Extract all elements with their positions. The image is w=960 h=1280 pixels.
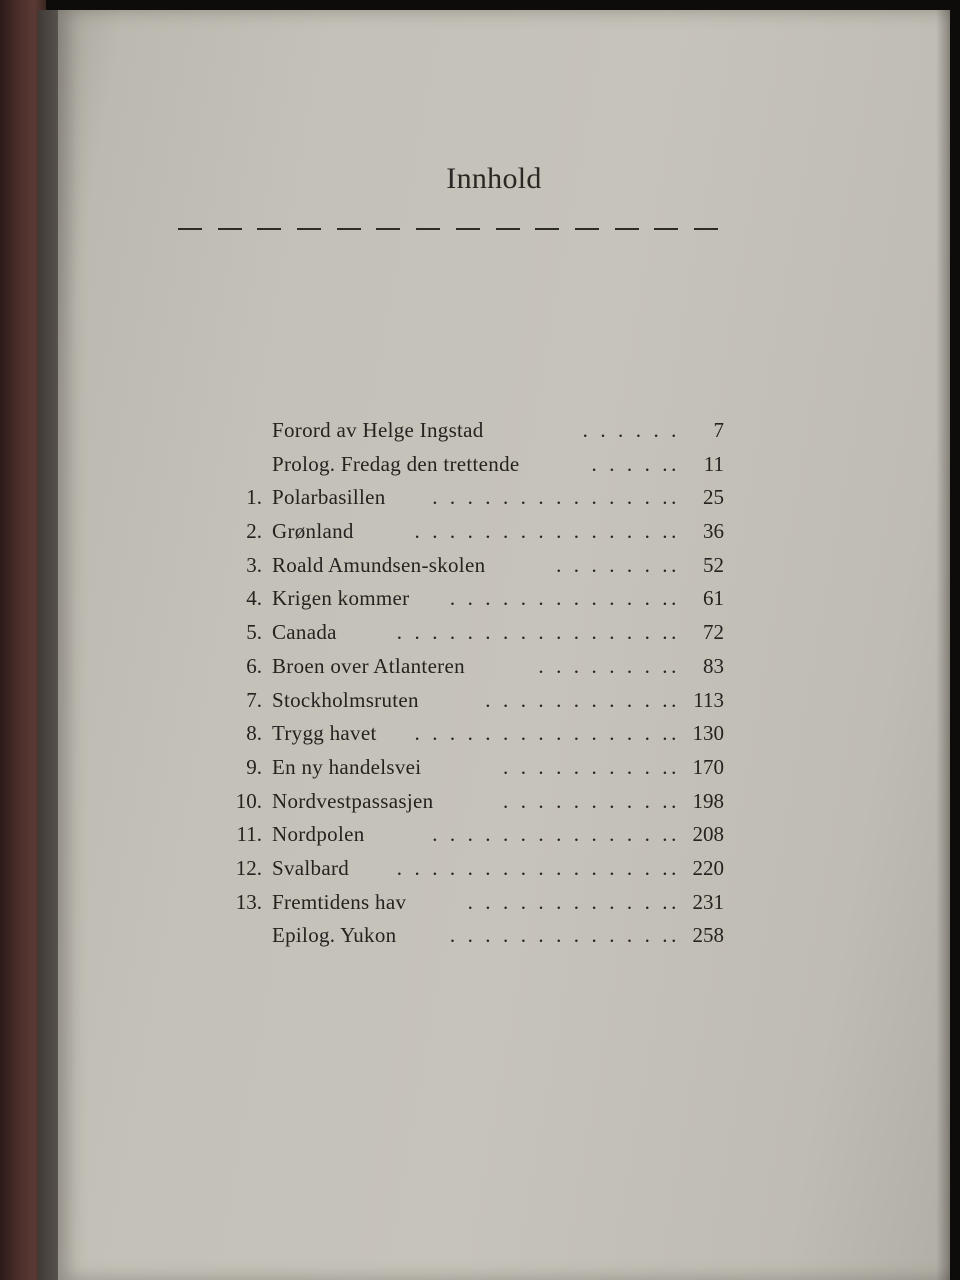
dot-leader: . . . . . . ..: [556, 552, 680, 577]
toc-entry: [228, 515, 748, 549]
entry-page: 83: [703, 653, 724, 678]
entry-page: 72: [703, 620, 724, 645]
toc-entry: [228, 818, 748, 852]
toc-entry: [228, 785, 748, 819]
dot-leader: . . . . . . . . . . . . ..: [449, 586, 680, 611]
toc-entry: [228, 582, 748, 616]
entry-title: Prolog. Fredag den trettende: [272, 451, 520, 476]
entry-page: 36: [703, 519, 724, 544]
table-of-contents: [228, 414, 748, 953]
dot-leader: . . . . ..: [591, 451, 680, 476]
entry-title: Nordvestpassasjen: [272, 788, 434, 813]
dot-leader: . . . . . . . . . . . . . ..: [432, 822, 680, 847]
entry-page: 231: [692, 889, 724, 914]
entry-number: 2.: [246, 519, 262, 544]
entry-page: 7: [713, 418, 724, 442]
entry-title: Roald Amundsen-skolen: [272, 552, 486, 577]
entry-page: 220: [692, 855, 724, 880]
entry-title: Grønland: [272, 519, 354, 544]
dot-leader: . . . . . . . . . ..: [503, 754, 680, 779]
entry-title: Broen over Atlanteren: [272, 653, 465, 678]
entry-title: Svalbard: [272, 855, 350, 880]
toc-entry: [228, 650, 748, 684]
entry-number: 3.: [246, 552, 262, 577]
entry-page: 208: [692, 822, 724, 847]
toc-entry: [228, 414, 748, 448]
entry-title: Canada: [272, 620, 337, 645]
dot-leader: . . . . . . . ..: [538, 653, 680, 678]
entry-page: 198: [692, 788, 724, 813]
dot-leader: . . . . . . . . . . . . . . ..: [414, 721, 680, 746]
toc-entry: [228, 717, 748, 751]
entry-number: 4.: [246, 586, 262, 611]
toc-entry: [228, 919, 748, 953]
page-shadow: [936, 10, 950, 1280]
entry-page: 130: [692, 721, 724, 746]
dot-leader: . . . . . . . . . . ..: [485, 687, 680, 712]
toc-entry: [228, 448, 748, 482]
entry-number: 8.: [246, 721, 262, 746]
entry-number: 13.: [235, 889, 262, 914]
entry-number: 6.: [246, 653, 262, 678]
dot-leader: . . . . . . . . . . . . . ..: [432, 485, 680, 510]
entry-title: Polarbasillen: [272, 485, 386, 510]
entry-number: 5.: [246, 620, 262, 645]
toc-entry: [228, 684, 748, 718]
toc-entry: [228, 852, 748, 886]
toc-entry: [228, 616, 748, 650]
dot-leader: . . . . . . . . . . . . . . . ..: [396, 855, 680, 880]
entry-page: 113: [693, 687, 724, 712]
dot-leader: . . . . . . . . . . . ..: [467, 889, 680, 914]
dot-leader: . . . . . . . . . ..: [503, 788, 680, 813]
toc-entry: [228, 481, 748, 515]
entry-title: Trygg havet: [272, 721, 377, 746]
entry-page: 258: [692, 923, 724, 948]
entry-title: Stockholmsruten: [272, 687, 419, 712]
entry-page: 52: [703, 552, 724, 577]
entry-page: 11: [703, 451, 724, 476]
entry-page: 61: [703, 586, 724, 611]
dot-leader: . . . . . . . . . . . . . . . ..: [396, 620, 680, 645]
dashed-rule: [178, 223, 718, 235]
dot-leader: . . . . . . . . . . . . . . ..: [414, 519, 680, 544]
toc-entry: [228, 751, 748, 785]
toc-entry: [228, 886, 748, 920]
page-title: Innhold: [446, 162, 542, 195]
entry-title: Forord av Helge Ingstad: [272, 418, 484, 442]
book-page: [58, 10, 950, 1280]
entry-title: Krigen kommer: [272, 586, 410, 611]
dot-leader: . . . . . .: [582, 418, 680, 442]
entry-number: 1.: [246, 485, 262, 510]
entry-number: 7.: [246, 687, 262, 712]
entry-title: Nordpolen: [272, 822, 365, 847]
dot-leader: . . . . . . . . . . . . ..: [449, 923, 680, 948]
entry-number: 12.: [235, 855, 262, 880]
entry-title: Epilog. Yukon: [272, 923, 397, 948]
entry-title: En ny handelsvei: [272, 754, 422, 779]
toc-entry: [228, 549, 748, 583]
entry-number: 9.: [246, 754, 262, 779]
entry-page: 25: [703, 485, 724, 510]
entry-number: 11.: [236, 822, 262, 847]
entry-title: Fremtidens hav: [272, 889, 407, 914]
entry-number: 10.: [235, 788, 262, 813]
entry-page: 170: [692, 754, 724, 779]
